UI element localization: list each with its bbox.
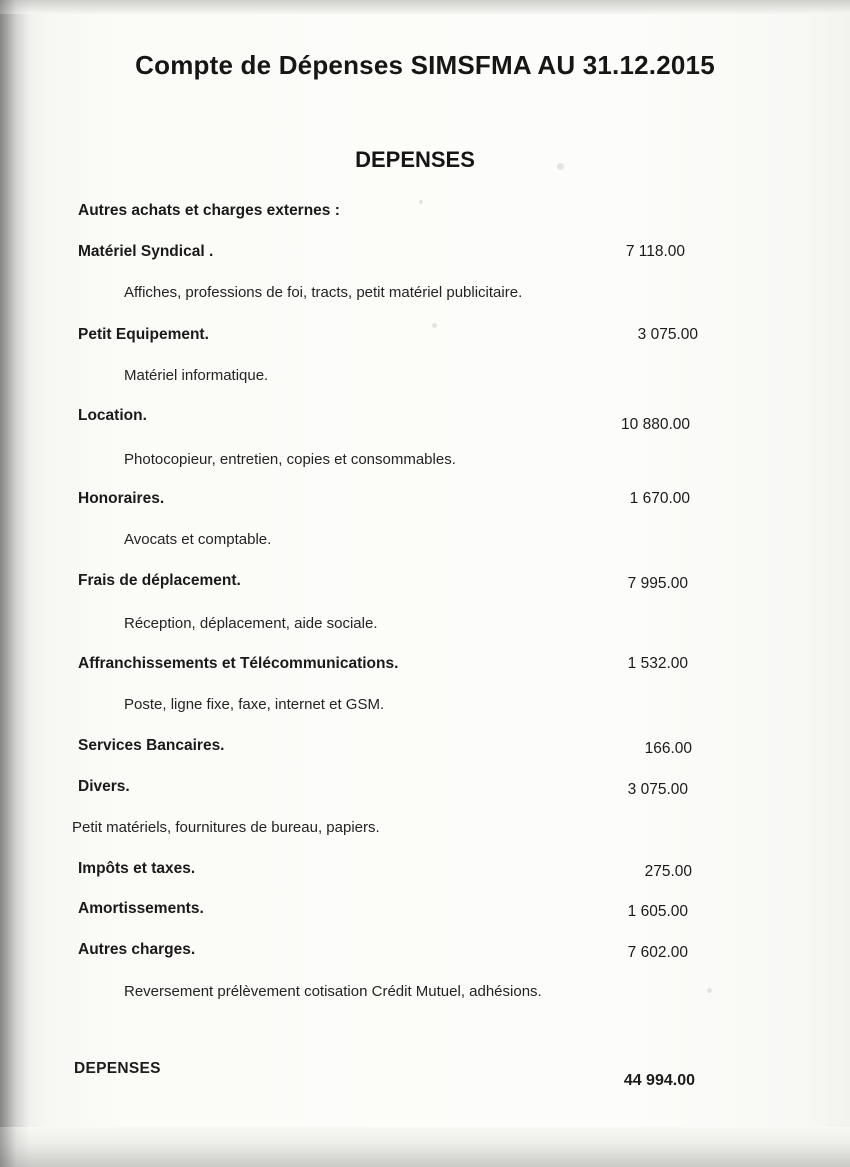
expense-note: Réception, déplacement, aide sociale. (124, 615, 378, 632)
expense-amount: 10 880.00 (621, 416, 690, 433)
section-title: DEPENSES (355, 147, 475, 172)
expense-note: Matériel informatique. (124, 367, 269, 384)
expense-note: Affiches, professions de foi, tracts, petit matériel publicitaire. (124, 284, 523, 301)
expense-label: Affranchissements et Télécommunications. (78, 655, 399, 672)
expense-note: Reversement prélèvement cotisation Crédit Mutuel, adhésions. (124, 983, 542, 1000)
expense-amount: 1 605.00 (627, 903, 688, 920)
expense-note: Poste, ligne fixe, faxe, internet et GSM. (124, 696, 385, 713)
group-label-autres-achats: Autres achats et charges externes : (78, 202, 340, 219)
expense-amount: 1 670.00 (629, 490, 690, 507)
expense-note: Petit matériels, fournitures de bureau, papiers. (72, 819, 380, 836)
expense-label: Divers. (78, 778, 130, 795)
expense-amount: 275.00 (644, 863, 692, 880)
expense-amount: 3 075.00 (637, 326, 698, 343)
expense-amount: 7 995.00 (627, 575, 688, 592)
total-amount: 44 994.00 (623, 1072, 695, 1089)
total-label: DEPENSES (74, 1060, 161, 1077)
expense-amount: 7 602.00 (627, 944, 688, 961)
expense-note: Photocopieur, entretien, copies et consommables. (124, 451, 456, 468)
expense-label: Impôts et taxes. (78, 860, 196, 877)
page-title: Compte de Dépenses SIMSFMA AU 31.12.2015 (135, 50, 715, 80)
expense-amount: 3 075.00 (627, 781, 688, 798)
expense-label: Amortissements. (78, 900, 204, 917)
expense-label: Location. (78, 407, 147, 424)
expense-label: Petit Equipement. (78, 326, 209, 343)
expense-label: Matériel Syndical . (78, 243, 214, 260)
expense-amount: 1 532.00 (627, 655, 688, 672)
expense-label: Autres charges. (78, 941, 196, 958)
expense-label: Services Bancaires. (78, 737, 225, 754)
expense-note: Avocats et comptable. (124, 531, 272, 548)
expense-label: Frais de déplacement. (78, 572, 241, 589)
expense-amount: 7 118.00 (625, 243, 685, 260)
expense-label: Honoraires. (78, 490, 165, 507)
expense-amount: 166.00 (644, 740, 692, 757)
